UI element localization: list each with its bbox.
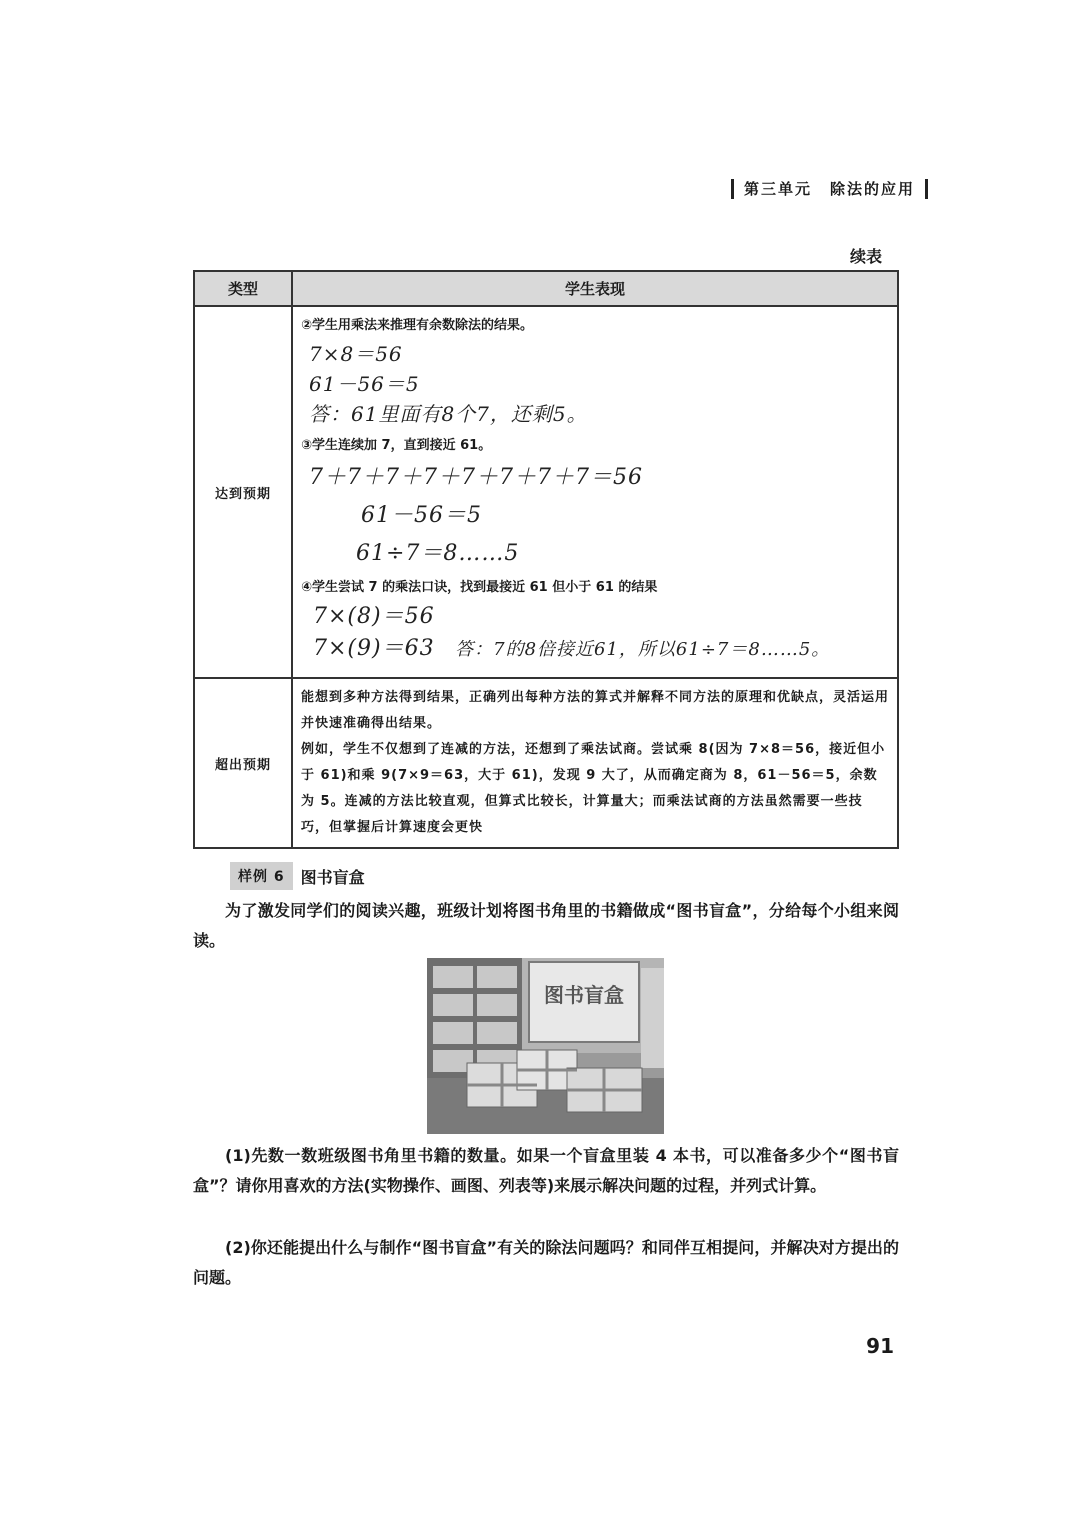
exceed-text-2: 例如，学生不仅想到了连减的方法，还想到了乘法试商。尝试乘 8(因为 7×8＝56，接近但小于 61)和乘 9(7×9＝63，大于 61)，发现 9 大了，从而确定商为 8，61－56＝5，余数为 5。连减的方法比较直观，但算式比较长，计算量大；而乘法试商的方法虽然需要一些技巧，但掌握后计算速度会更快 <box>301 742 886 835</box>
table-header-row <box>194 271 898 306</box>
hw-line: 答：61里面有8个7，还剩5。 <box>309 402 588 426</box>
item-2-text: ②学生用乘法来推理有余数除法的结果。 <box>301 318 534 333</box>
hw-line: 61－56＝5 <box>361 503 482 528</box>
hw-line: 7＋7＋7＋7＋7＋7＋7＋7＝56 <box>309 465 643 490</box>
item-3-text: ③学生连续加 7，直到接近 61。 <box>301 438 492 453</box>
header-type: 类型 <box>194 271 292 306</box>
hw-line: 答：7的8倍接近61，所以61÷7＝8……5。 <box>455 639 831 660</box>
hw-line: 61－56＝5 <box>309 372 420 396</box>
header-bar-left <box>731 179 734 199</box>
header-unit: 第三单元 <box>743 180 812 198</box>
classroom-photo <box>427 958 664 1134</box>
question-2: (2)你还能提出什么与制作“图书盲盒”有关的除法问题吗？和同伴互相提问，并解决对方提出的问题。 <box>193 1238 899 1287</box>
page-number: 91 <box>866 1334 894 1358</box>
performance-cell <box>292 306 898 678</box>
header-performance: 学生表现 <box>292 271 898 306</box>
running-header <box>721 178 938 199</box>
example-intro: 为了激发同学们的阅读兴趣，班级计划将图书角里的书籍做成“图书盲盒”，分给每个小组来阅读。 <box>193 901 899 950</box>
hw-line: 7×8＝56 <box>309 342 403 366</box>
hw-line: 61÷7＝8……5 <box>356 541 520 566</box>
item-2-handwriting <box>301 339 889 429</box>
example-title: 图书盲盒 <box>300 867 365 887</box>
item-3-handwriting <box>301 459 889 573</box>
header-bar-right <box>925 179 928 199</box>
question-1: (1)先数一数班级图书角里书籍的数量。如果一个盲盒里装 4 本书，可以准备多少个“图书盲盒”？请你用喜欢的方法(实物操作、画图、列表等)来展示解决问题的过程，并列式计算。 <box>193 1146 899 1195</box>
performance-cell <box>292 678 898 848</box>
hw-line: 7×(8)＝56 <box>313 604 435 629</box>
type-meets-expectation: 达到预期 <box>194 306 292 678</box>
continued-label: 续表 <box>849 247 882 266</box>
item-4-text: ④学生尝试 7 的乘法口诀，找到最接近 61 但小于 61 的结果 <box>301 580 658 595</box>
item-4-handwriting <box>301 601 889 668</box>
rubric-table <box>193 270 899 849</box>
photo-sign: 图书盲盒 <box>544 983 624 1007</box>
hw-line: 7×(9)＝63 <box>313 636 435 661</box>
header-topic: 除法的应用 <box>829 180 915 198</box>
type-exceeds-expectation: 超出预期 <box>194 678 292 848</box>
table-row <box>194 678 898 848</box>
example-tag: 样例 6 <box>230 862 293 890</box>
photo-illustration <box>427 958 664 1134</box>
example-heading <box>230 862 365 890</box>
exceed-text-1: 能想到多种方法得到结果，正确列出每种方法的算式并解释不同方法的原理和优缺点，灵活运用并快速准确得出结果。 <box>301 690 890 731</box>
table-row <box>194 306 898 678</box>
